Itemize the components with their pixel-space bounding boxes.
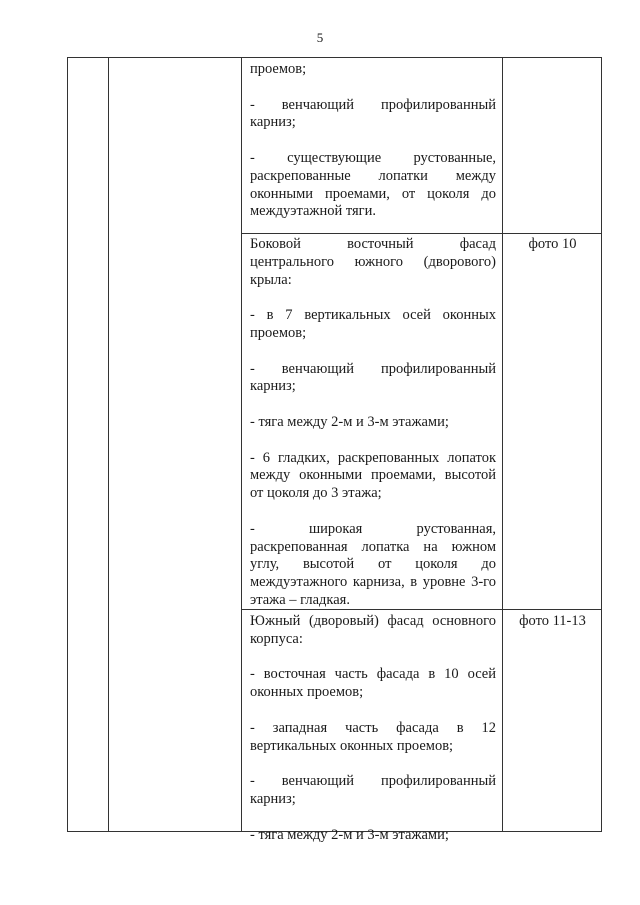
- row-2-photo-ref: фото 10: [528, 236, 577, 252]
- row-divider-1: [241, 233, 601, 234]
- row-2-paragraph-1: Боковой восточный фасад центрального южного (дворового) крыла:: [250, 236, 496, 288]
- column-divider-1: [108, 58, 109, 831]
- row-3-paragraph-1: Южный (дворовый) фасад основного корпуса:: [250, 613, 496, 647]
- page-number: 5: [316, 30, 324, 45]
- row-3-description: [250, 613, 496, 844]
- description-table: [67, 57, 602, 843]
- row-3-paragraph-4: - венчающий профилированный карниз;: [250, 773, 496, 807]
- column-divider-3: [502, 58, 503, 831]
- row-1-paragraph-3: - существующие рустованные, раскрепованные лопатки между оконными проемами, от цоколя до междуэтажной тяги.: [250, 149, 496, 220]
- row-3-paragraph-2: - восточная часть фасада в 10 осей оконных проемов;: [250, 666, 496, 701]
- row-1-paragraph-1: проемов;: [250, 61, 307, 77]
- row-2-description: [250, 236, 496, 610]
- row-1-paragraph-2: - венчающий профилированный карниз;: [250, 96, 496, 131]
- row-2-paragraph-5: - 6 гладких, раскрепованных лопаток между оконными проемами, высотой от цоколя до 3 этажа;: [250, 449, 496, 502]
- row-3-paragraph-3: - западная часть фасада в 12 вертикальных оконных проемов;: [250, 719, 496, 754]
- row-2-paragraph-6: - широкая рустованная, раскрепованная лопатка на южном углу, высотой от цоколя до междуэтажного карниза, в уровне 3-го этажа – гладкая.: [250, 520, 496, 608]
- row-1-description: [250, 61, 496, 221]
- row-3-photo-ref: фото 11-13: [519, 613, 586, 629]
- row-2-paragraph-3: - венчающий профилированный карниз;: [250, 360, 496, 395]
- row-3-paragraph-5: - тяга между 2-м и 3-м этажами;: [250, 826, 449, 843]
- row-2-paragraph-2: - в 7 вертикальных осей оконных проемов;: [250, 307, 496, 341]
- column-divider-2: [241, 58, 242, 831]
- row-2-paragraph-4: - тяга между 2-м и 3-м этажами;: [250, 413, 449, 430]
